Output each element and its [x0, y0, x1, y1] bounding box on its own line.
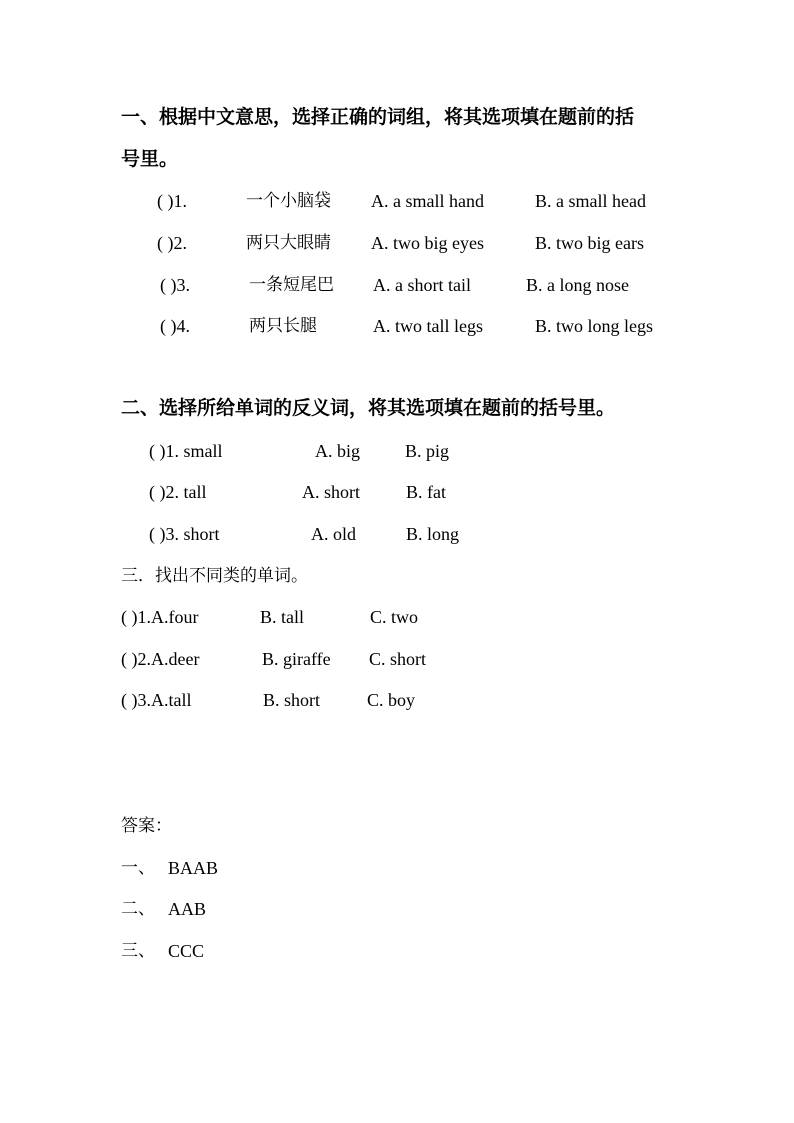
- answer-value: AAB: [168, 899, 207, 919]
- answer-blank[interactable]: ( )1.: [157, 191, 187, 211]
- section1-heading-line2: 号里。: [121, 148, 179, 170]
- question[interactable]: ( )1.A.four: [121, 607, 199, 627]
- answer-blank[interactable]: ( )2.: [157, 233, 187, 253]
- option-c: C. short: [369, 649, 427, 669]
- section2-heading: 二、选择所给单词的反义词，将其选项填在题前的括号里。: [121, 397, 616, 419]
- option-b: B. fat: [406, 482, 446, 502]
- option-a: A. a short tail: [373, 275, 471, 295]
- answer-blank[interactable]: ( )4.: [160, 316, 190, 336]
- answer-value: BAAB: [168, 858, 219, 878]
- option-a: A. a small hand: [371, 191, 484, 211]
- option-b: B. short: [263, 690, 321, 710]
- answer-label: 三、: [121, 941, 155, 961]
- answer-value: CCC: [168, 941, 205, 961]
- chinese-phrase: 两只长腿: [249, 316, 317, 336]
- question[interactable]: ( )2. tall: [149, 482, 207, 502]
- question[interactable]: ( )3. short: [149, 524, 220, 544]
- answers-title: 答案：: [121, 816, 172, 836]
- option-c: C. boy: [367, 690, 416, 710]
- chinese-phrase: 一个小脑袋: [246, 191, 331, 211]
- option-b: B. long: [406, 524, 460, 544]
- answer-blank[interactable]: ( )3.: [160, 275, 190, 295]
- question[interactable]: ( )3.A.tall: [121, 690, 192, 710]
- option-b: B. two long legs: [535, 316, 654, 336]
- option-b: B. a long nose: [526, 275, 629, 295]
- option-a: A. two big eyes: [371, 233, 484, 253]
- chinese-phrase: 一条短尾巴: [249, 275, 334, 295]
- option-b: B. pig: [405, 441, 450, 461]
- chinese-phrase: 两只大眼睛: [246, 233, 331, 253]
- option-b: B. a small head: [535, 191, 646, 211]
- section3-heading: 三．找出不同类的单词。: [121, 566, 308, 586]
- option-a: A. two tall legs: [373, 316, 483, 336]
- answer-label: 二、: [121, 899, 155, 919]
- question[interactable]: ( )1. small: [149, 441, 223, 461]
- option-b: B. two big ears: [535, 233, 644, 253]
- answer-label: 一、: [121, 858, 155, 878]
- option-a: A. big: [315, 441, 360, 461]
- option-b: B. tall: [260, 607, 304, 627]
- question[interactable]: ( )2.A.deer: [121, 649, 200, 669]
- option-a: A. old: [311, 524, 356, 544]
- section1-heading-line1: 一、根据中文意思，选择正确的词组，将其选项填在题前的括: [121, 106, 635, 128]
- option-b: B. giraffe: [262, 649, 331, 669]
- option-a: A. short: [302, 482, 360, 502]
- option-c: C. two: [370, 607, 419, 627]
